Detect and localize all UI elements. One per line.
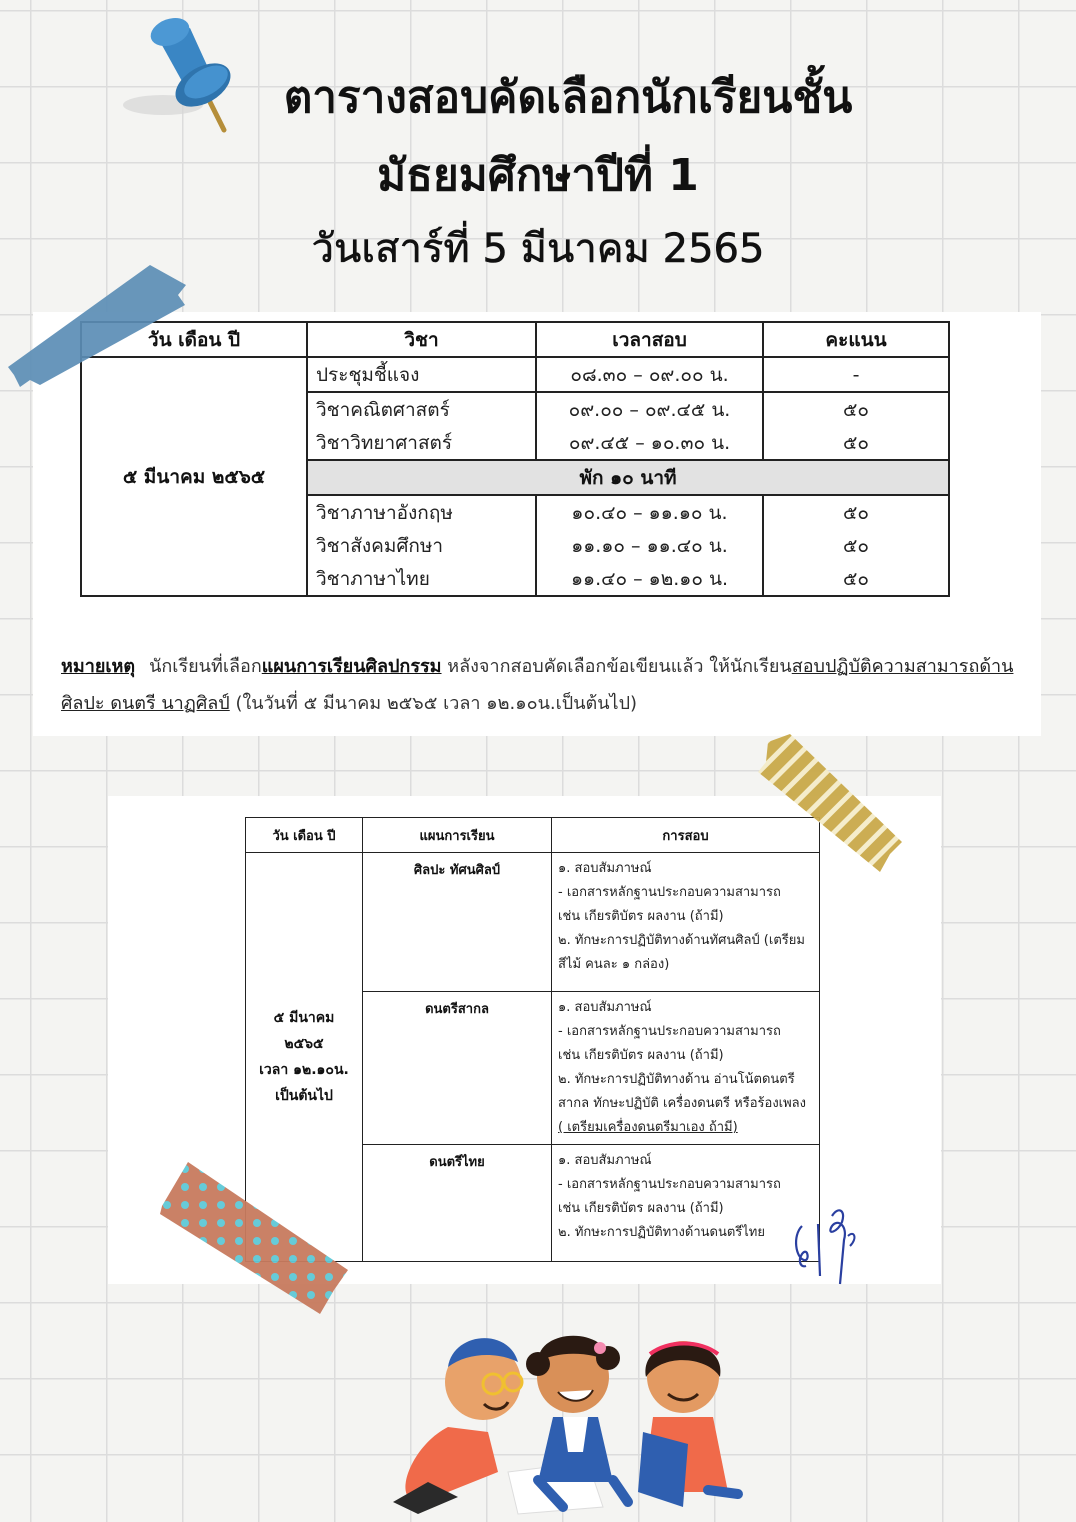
header-date: วัน เดือน ปี xyxy=(81,322,307,357)
date-line: เป็นต้นไป xyxy=(275,1088,333,1104)
header-time: เวลาสอบ xyxy=(536,322,763,357)
date-line: ๕ มีนาคม xyxy=(273,1010,335,1026)
table-row xyxy=(81,357,949,392)
subject-cell: ประชุมชี้แจง xyxy=(307,357,536,392)
subject-cell: วิชาภาษาไทย xyxy=(307,562,536,596)
time-cell: ๑๑.๑๐ – ๑๑.๔๐ น. xyxy=(536,529,763,562)
remark-paragraph xyxy=(61,648,1033,722)
exam-line: ๒. ทักษะการปฏิบัติทางด้านทัศนศิลป์ (เตรียม xyxy=(558,933,805,948)
exam-line: ๑. สอบสัมภาษณ์ xyxy=(558,1153,652,1168)
remark-practical: สอบปฏิบัติความสามารถด้าน ศิลปะ ดนตรี นาฏศิลป์ xyxy=(61,656,1014,714)
exam-line: ๒. ทักษะการปฏิบัติทางด้าน อ่านโน้ตดนตรี xyxy=(558,1072,795,1087)
table-header-row xyxy=(246,818,820,853)
date-line: ๒๕๖๕ xyxy=(284,1036,324,1052)
score-cell: ๕๐ xyxy=(763,495,949,529)
exam-line: ( เตรียมเครื่องดนตรีมาเอง ถ้ามี) xyxy=(558,1120,738,1135)
dotted-tape-icon xyxy=(158,1160,353,1320)
time-cell: ๑๐.๔๐ – ๑๑.๑๐ น. xyxy=(536,495,763,529)
header-plan: แผนการเรียน xyxy=(363,818,552,853)
header-exam: การสอบ xyxy=(552,818,820,853)
exam-line: ๑. สอบสัมภาษณ์ xyxy=(558,1000,652,1015)
exam-line: สากล ทักษะปฏิบัติ เครื่องดนตรี หรือร้องเพลง xyxy=(558,1096,806,1111)
remark-text-3: (ในวันที่ ๕ มีนาคม ๒๕๖๕ เวลา ๑๒.๑๐น.เป็นต้นไป) xyxy=(229,693,638,714)
remark-text-2: หลังจากสอบคัดเลือกข้อเขียนแล้ว ให้นักเรียน xyxy=(441,656,792,677)
plan-name: ดนตรีไทย xyxy=(363,1145,552,1262)
plan-name: ศิลปะ ทัศนศิลป์ xyxy=(363,853,552,992)
title-line-2: มัธยมศึกษาปีที่ 1 xyxy=(377,150,699,201)
title-date: วันเสาร์ที่ 5 มีนาคม 2565 xyxy=(311,226,765,272)
subject-cell: วิชาสังคมศึกษา xyxy=(307,529,536,562)
subject-cell: วิชาวิทยาศาสตร์ xyxy=(307,426,536,460)
header-date: วัน เดือน ปี xyxy=(246,818,363,853)
header-score: คะแนน xyxy=(763,322,949,357)
score-cell: - xyxy=(763,357,949,392)
exam-line: เช่น เกียรติบัตร ผลงาน (ถ้ามี) xyxy=(558,1201,724,1216)
exam-details xyxy=(552,992,820,1145)
title-line-1: ตารางสอบคัดเลือกนักเรียนชั้น xyxy=(283,72,853,123)
signature-icon xyxy=(788,1196,868,1286)
children-reading-illustration xyxy=(388,1322,748,1517)
break-label: พัก ๑๐ นาที xyxy=(307,460,949,495)
blue-tape-icon xyxy=(0,255,190,395)
time-cell: ๐๙.๔๕ – ๑๐.๓๐ น. xyxy=(536,426,763,460)
score-cell: ๕๐ xyxy=(763,392,949,426)
subject-cell: วิชาภาษาอังกฤษ xyxy=(307,495,536,529)
exam-line: - เอกสารหลักฐานประกอบความสามารถ xyxy=(558,885,781,900)
gold-tape-icon xyxy=(750,732,910,882)
exam-line: เช่น เกียรติบัตร ผลงาน (ถ้ามี) xyxy=(558,909,724,924)
exam-details xyxy=(552,1145,820,1262)
exam-line: - เอกสารหลักฐานประกอบความสามารถ xyxy=(558,1177,781,1192)
subject-cell: วิชาคณิตศาสตร์ xyxy=(307,392,536,426)
table-row xyxy=(246,853,820,992)
time-cell: ๐๙.๐๐ – ๐๙.๔๕ น. xyxy=(536,392,763,426)
exam-line: ๒. ทักษะการปฏิบัติทางด้านดนตรีไทย xyxy=(558,1225,765,1240)
plan-name: ดนตรีสากล xyxy=(363,992,552,1145)
remark-label: หมายเหตุ xyxy=(61,656,136,677)
table-header-row xyxy=(81,322,949,357)
time-cell: ๑๑.๔๐ – ๑๒.๑๐ น. xyxy=(536,562,763,596)
written-exam-table xyxy=(80,321,950,597)
date-line: เวลา ๑๒.๑๐น. xyxy=(259,1062,349,1078)
exam-line: - เอกสารหลักฐานประกอบความสามารถ xyxy=(558,1024,781,1039)
header-subject: วิชา xyxy=(307,322,536,357)
remark-plan: แผนการเรียนศิลปกรรม xyxy=(261,656,442,677)
exam-line: ๑. สอบสัมภาษณ์ xyxy=(558,861,652,876)
score-cell: ๕๐ xyxy=(763,426,949,460)
exam-line: เช่น เกียรติบัตร ผลงาน (ถ้ามี) xyxy=(558,1048,724,1063)
exam-date: ๕ มีนาคม ๒๕๖๕ xyxy=(81,357,307,596)
score-cell: ๕๐ xyxy=(763,562,949,596)
score-cell: ๕๐ xyxy=(763,529,949,562)
exam-line: สีไม้ คนละ ๑ กล่อง) xyxy=(558,957,670,972)
time-cell: ๐๘.๓๐ – ๐๙.๐๐ น. xyxy=(536,357,763,392)
remark-text-1: นักเรียนที่เลือก xyxy=(149,656,262,677)
